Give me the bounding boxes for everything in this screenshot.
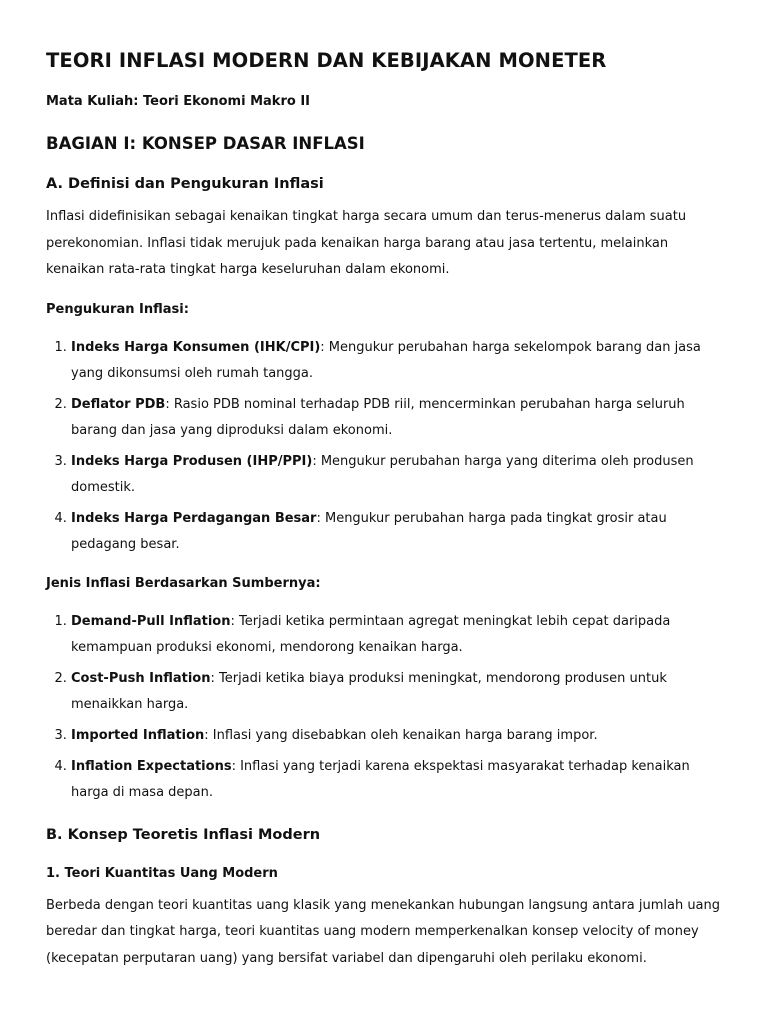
part-heading: BAGIAN I: KONSEP DASAR INFLASI bbox=[46, 134, 365, 153]
inflation-types-list bbox=[46, 609, 722, 806]
section-b-heading: B. Konsep Teoretis Inflasi Modern bbox=[46, 826, 321, 843]
list-item bbox=[71, 449, 722, 501]
list-item-term: Indeks Harga Produsen (IHP/PPI) bbox=[71, 453, 313, 469]
list-item-term: Imported Inflation bbox=[71, 727, 205, 743]
list-item-term: Demand-Pull Inflation bbox=[71, 613, 231, 629]
measurement-list bbox=[46, 335, 722, 558]
list-item-desc: : Mengukur perubahan harga pada tingkat grosir atau pedagang besar. bbox=[71, 510, 667, 552]
list-item-term: Inflation Expectations bbox=[71, 758, 232, 774]
list-item-desc: : Inflasi yang terjadi karena ekspektasi masyarakat terhadap kenaikan harga di masa depan. bbox=[71, 758, 690, 800]
list-item-desc: : Terjadi ketika permintaan agregat meningkat lebih cepat daripada kemampuan produksi ekonomi, mendorong kenaikan harga. bbox=[71, 613, 671, 655]
list-item-term: Indeks Harga Konsumen (IHK/CPI) bbox=[71, 339, 321, 355]
list-item-desc: : Inflasi yang disebabkan oleh kenaikan harga barang impor. bbox=[204, 727, 598, 743]
list-item-desc: : Rasio PDB nominal terhadap PDB riil, mencerminkan perubahan harga seluruh barang dan jasa yang diproduksi dalam ekonomi. bbox=[71, 396, 685, 438]
document-title: TEORI INFLASI MODERN DAN KEBIJAKAN MONETER bbox=[46, 49, 607, 72]
list-item bbox=[71, 723, 722, 749]
section-b-paragraph: Berbeda dengan teori kuantitas uang klasik yang menekankan hubungan langsung antara jumlah uang beredar dan tingkat harga, teori kuantitas uang modern memperkenalkan konsep velocity of money (kecepatan perputaran uang) yang bersifat variabel dan dipengaruhi oleh perilaku ekonomi. bbox=[46, 897, 721, 966]
list-item-term: Cost-Push Inflation bbox=[71, 670, 211, 686]
section-a-heading: A. Definisi dan Pengukuran Inflasi bbox=[46, 176, 324, 192]
course-subtitle: Mata Kuliah: Teori Ekonomi Makro II bbox=[46, 94, 310, 109]
list-item bbox=[71, 666, 722, 718]
list-item bbox=[71, 506, 722, 558]
list-item bbox=[71, 392, 722, 444]
list-item-desc: : Mengukur perubahan harga sekelompok barang dan jasa yang dikonsumsi oleh rumah tangga. bbox=[71, 339, 701, 381]
section-b-subheading: 1. Teori Kuantitas Uang Modern bbox=[46, 865, 278, 881]
list-item-term: Indeks Harga Perdagangan Besar bbox=[71, 510, 317, 526]
list-item-term: Deflator PDB bbox=[71, 396, 166, 412]
list-item bbox=[71, 754, 722, 806]
list-item bbox=[71, 335, 722, 387]
list-item-desc: : Terjadi ketika biaya produksi meningkat, mendorong produsen untuk menaikkan harga. bbox=[71, 670, 667, 712]
measurement-label: Pengukuran Inflasi: bbox=[46, 301, 189, 317]
section-a-paragraph: Inflasi didefinisikan sebagai kenaikan tingkat harga secara umum dan terus-menerus dalam suatu perekonomian. Inflasi tidak merujuk pada kenaikan harga barang atau jasa tertentu, melainkan kenaikan rata-rata tingkat harga keseluruhan dalam ekonomi. bbox=[46, 209, 687, 277]
types-label: Jenis Inflasi Berdasarkan Sumbernya: bbox=[46, 575, 321, 591]
list-item bbox=[71, 609, 722, 661]
list-item-desc: : Mengukur perubahan harga yang diterima oleh produsen domestik. bbox=[71, 453, 694, 495]
